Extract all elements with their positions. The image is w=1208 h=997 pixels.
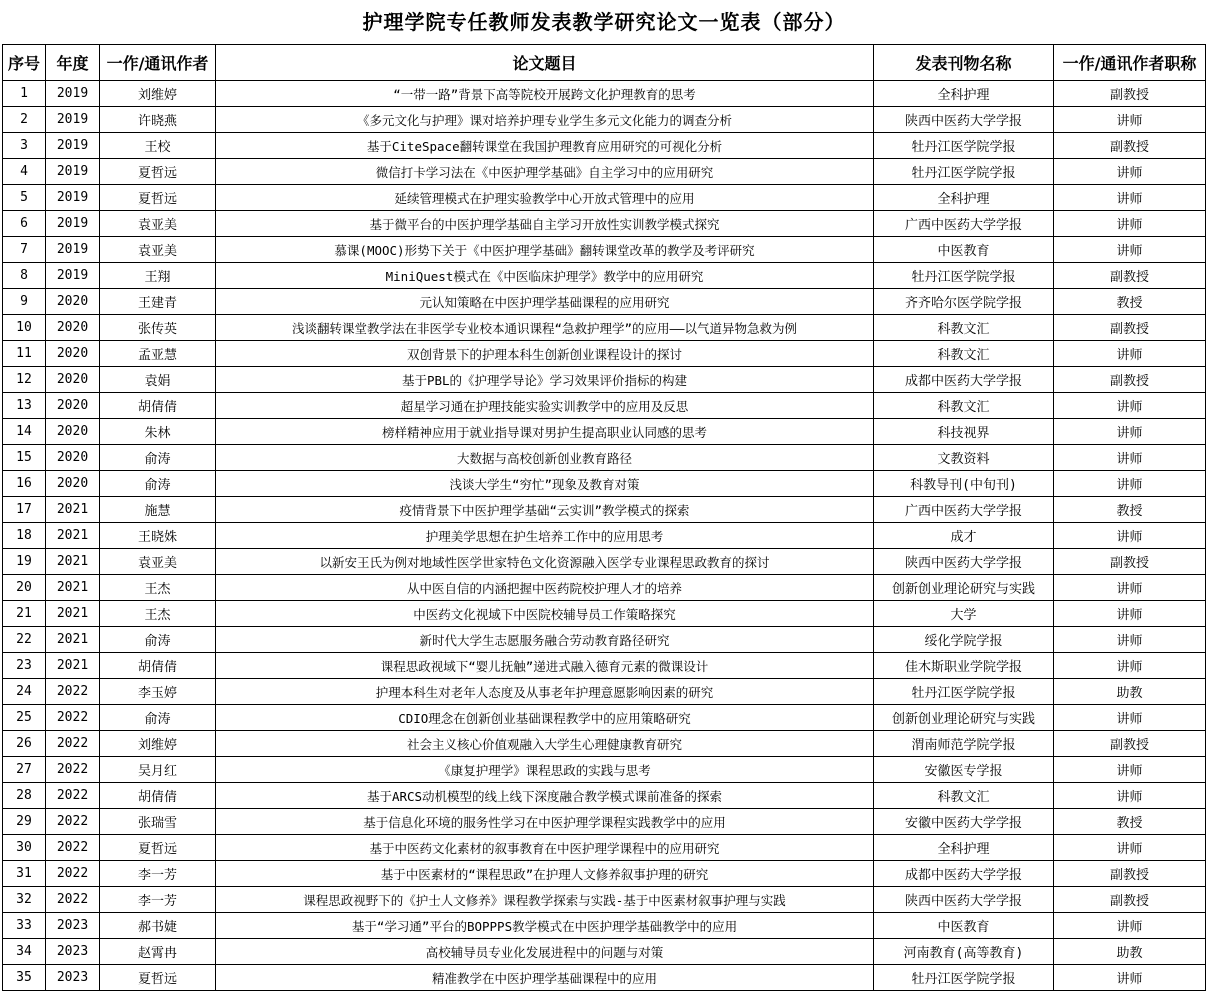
cell-author-rank[interactable]: 讲师: [1054, 523, 1206, 549]
cell-paper-title[interactable]: MiniQuest模式在《中医临床护理学》教学中的应用研究: [216, 263, 874, 289]
cell-author-rank[interactable]: 助教: [1054, 679, 1206, 705]
cell-year[interactable]: 2021: [46, 653, 100, 679]
cell-paper-title[interactable]: 精准教学在中医护理学基础课程中的应用: [216, 965, 874, 991]
cell-year[interactable]: 2022: [46, 809, 100, 835]
cell-index[interactable]: 15: [3, 445, 46, 471]
cell-year[interactable]: 2022: [46, 679, 100, 705]
cell-year[interactable]: 2022: [46, 887, 100, 913]
cell-paper-title[interactable]: 慕课(MOOC)形势下关于《中医护理学基础》翻转课堂改革的教学及考评研究: [216, 237, 874, 263]
table-row: [3, 211, 1206, 237]
cell-index[interactable]: 2: [3, 107, 46, 133]
cell-journal[interactable]: 文教资料: [874, 445, 1054, 471]
cell-year[interactable]: 2022: [46, 835, 100, 861]
cell-paper-title[interactable]: 高校辅导员专业化发展进程中的问题与对策: [216, 939, 874, 965]
cell-author-rank[interactable]: 讲师: [1054, 965, 1206, 991]
cell-author[interactable]: 王校: [100, 133, 216, 159]
cell-paper-title[interactable]: 基于PBL的《护理学导论》学习效果评价指标的构建: [216, 367, 874, 393]
cell-paper-title[interactable]: 以新安王氏为例对地域性医学世家特色文化资源融入医学专业课程思政教育的探讨: [216, 549, 874, 575]
cell-author-rank[interactable]: 讲师: [1054, 237, 1206, 263]
table-row: [3, 939, 1206, 965]
cell-paper-title[interactable]: 基于信息化环境的服务性学习在中医护理学课程实践教学中的应用: [216, 809, 874, 835]
cell-journal[interactable]: 牡丹江医学院学报: [874, 133, 1054, 159]
cell-author-rank[interactable]: 讲师: [1054, 107, 1206, 133]
cell-index[interactable]: 32: [3, 887, 46, 913]
cell-author[interactable]: 王杰: [100, 601, 216, 627]
table-row: [3, 159, 1206, 185]
table-row: [3, 263, 1206, 289]
cell-author[interactable]: 胡倩倩: [100, 783, 216, 809]
cell-year[interactable]: 2020: [46, 315, 100, 341]
cell-paper-title[interactable]: 课程思政视域下“婴儿抚触”递进式融入德育元素的微课设计: [216, 653, 874, 679]
cell-paper-title[interactable]: 大数据与高校创新创业教育路径: [216, 445, 874, 471]
cell-author-rank[interactable]: 教授: [1054, 497, 1206, 523]
table-row: [3, 549, 1206, 575]
cell-index[interactable]: 27: [3, 757, 46, 783]
cell-author[interactable]: 袁娟: [100, 367, 216, 393]
cell-author[interactable]: 刘维婷: [100, 731, 216, 757]
cell-index[interactable]: 30: [3, 835, 46, 861]
cell-paper-title[interactable]: 元认知策略在中医护理学基础课程的应用研究: [216, 289, 874, 315]
cell-year[interactable]: 2021: [46, 575, 100, 601]
cell-author-rank[interactable]: 副教授: [1054, 263, 1206, 289]
cell-index[interactable]: 28: [3, 783, 46, 809]
cell-index[interactable]: 3: [3, 133, 46, 159]
cell-journal[interactable]: 成都中医药大学学报: [874, 367, 1054, 393]
cell-author-rank[interactable]: 讲师: [1054, 705, 1206, 731]
cell-index[interactable]: 23: [3, 653, 46, 679]
cell-index[interactable]: 1: [3, 81, 46, 107]
cell-year[interactable]: 2021: [46, 523, 100, 549]
cell-journal[interactable]: 陕西中医药大学学报: [874, 549, 1054, 575]
table-row: [3, 419, 1206, 445]
cell-author-rank[interactable]: 讲师: [1054, 445, 1206, 471]
cell-journal[interactable]: 中医教育: [874, 237, 1054, 263]
cell-index[interactable]: 34: [3, 939, 46, 965]
cell-paper-title[interactable]: 双创背景下的护理本科生创新创业课程设计的探讨: [216, 341, 874, 367]
cell-paper-title[interactable]: 护理美学思想在护生培养工作中的应用思考: [216, 523, 874, 549]
cell-year[interactable]: 2020: [46, 445, 100, 471]
cell-paper-title[interactable]: 疫情背景下中医护理学基础“云实训”教学模式的探索: [216, 497, 874, 523]
cell-paper-title[interactable]: 基于微平台的中医护理学基础自主学习开放性实训教学模式探究: [216, 211, 874, 237]
cell-index[interactable]: 31: [3, 861, 46, 887]
cell-author[interactable]: 俞涛: [100, 705, 216, 731]
cell-year[interactable]: 2019: [46, 81, 100, 107]
cell-journal[interactable]: 科教文汇: [874, 341, 1054, 367]
cell-author-rank[interactable]: 副教授: [1054, 861, 1206, 887]
cell-paper-title[interactable]: 基于中医药文化素材的叙事教育在中医护理学课程中的应用研究: [216, 835, 874, 861]
cell-journal[interactable]: 中医教育: [874, 913, 1054, 939]
cell-year[interactable]: 2020: [46, 341, 100, 367]
cell-journal[interactable]: 安徽中医药大学学报: [874, 809, 1054, 835]
cell-author[interactable]: 刘维婷: [100, 81, 216, 107]
cell-journal[interactable]: 牡丹江医学院学报: [874, 263, 1054, 289]
cell-index[interactable]: 21: [3, 601, 46, 627]
cell-index[interactable]: 13: [3, 393, 46, 419]
cell-journal[interactable]: 创新创业理论研究与实践: [874, 575, 1054, 601]
table-row: [3, 783, 1206, 809]
cell-paper-title[interactable]: 课程思政视野下的《护士人文修养》课程教学探索与实践-基于中医素材叙事护理与实践: [216, 887, 874, 913]
table-row: [3, 679, 1206, 705]
cell-journal[interactable]: 牡丹江医学院学报: [874, 679, 1054, 705]
header-paper-title[interactable]: 论文题目: [216, 45, 874, 81]
cell-author[interactable]: 俞涛: [100, 445, 216, 471]
cell-index[interactable]: 33: [3, 913, 46, 939]
cell-author[interactable]: 张瑞雪: [100, 809, 216, 835]
cell-paper-title[interactable]: 浅谈翻转课堂教学法在非医学专业校本通识课程“急救护理学”的应用——以气道异物急救为例: [216, 315, 874, 341]
cell-journal[interactable]: 牡丹江医学院学报: [874, 159, 1054, 185]
cell-year[interactable]: 2021: [46, 497, 100, 523]
cell-journal[interactable]: 绥化学院学报: [874, 627, 1054, 653]
cell-author[interactable]: 施慧: [100, 497, 216, 523]
cell-year[interactable]: 2022: [46, 861, 100, 887]
cell-author-rank[interactable]: 讲师: [1054, 653, 1206, 679]
cell-paper-title[interactable]: 延续管理模式在护理实验教学中心开放式管理中的应用: [216, 185, 874, 211]
cell-journal[interactable]: 佳木斯职业学院学报: [874, 653, 1054, 679]
cell-year[interactable]: 2020: [46, 289, 100, 315]
cell-author-rank[interactable]: 讲师: [1054, 575, 1206, 601]
cell-year[interactable]: 2019: [46, 159, 100, 185]
table-row: [3, 887, 1206, 913]
cell-author-rank[interactable]: 教授: [1054, 809, 1206, 835]
cell-journal[interactable]: 成都中医药大学学报: [874, 861, 1054, 887]
cell-author[interactable]: 李一芳: [100, 861, 216, 887]
cell-author-rank[interactable]: 讲师: [1054, 185, 1206, 211]
cell-year[interactable]: 2020: [46, 419, 100, 445]
cell-paper-title[interactable]: 中医药文化视域下中医院校辅导员工作策略探究: [216, 601, 874, 627]
cell-paper-title[interactable]: 基于中医素材的“课程思政”在护理人文修养叙事护理的研究: [216, 861, 874, 887]
cell-author[interactable]: 李玉婷: [100, 679, 216, 705]
cell-author[interactable]: 袁亚美: [100, 237, 216, 263]
cell-index[interactable]: 14: [3, 419, 46, 445]
cell-paper-title[interactable]: 超星学习通在护理技能实验实训教学中的应用及反思: [216, 393, 874, 419]
cell-paper-title[interactable]: 基于CiteSpace翻转课堂在我国护理教育应用研究的可视化分析: [216, 133, 874, 159]
cell-year[interactable]: 2021: [46, 549, 100, 575]
cell-year[interactable]: 2022: [46, 705, 100, 731]
table-row: [3, 523, 1206, 549]
cell-index[interactable]: 10: [3, 315, 46, 341]
cell-journal[interactable]: 科教文汇: [874, 783, 1054, 809]
cell-journal[interactable]: 科技视界: [874, 419, 1054, 445]
table-row: [3, 653, 1206, 679]
cell-author-rank[interactable]: 副教授: [1054, 133, 1206, 159]
cell-year[interactable]: 2020: [46, 393, 100, 419]
cell-journal[interactable]: 安徽医专学报: [874, 757, 1054, 783]
cell-year[interactable]: 2023: [46, 939, 100, 965]
cell-author-rank[interactable]: 讲师: [1054, 211, 1206, 237]
cell-paper-title[interactable]: 基于“学习通”平台的BOPPPS教学模式在中医护理学基础教学中的应用: [216, 913, 874, 939]
cell-journal[interactable]: 科教导刊(中旬刊): [874, 471, 1054, 497]
cell-author[interactable]: 许晓燕: [100, 107, 216, 133]
cell-journal[interactable]: 全科护理: [874, 185, 1054, 211]
cell-paper-title[interactable]: 从中医自信的内涵把握中医药院校护理人才的培养: [216, 575, 874, 601]
cell-author-rank[interactable]: 副教授: [1054, 731, 1206, 757]
cell-author-rank[interactable]: 副教授: [1054, 887, 1206, 913]
cell-author-rank[interactable]: 副教授: [1054, 549, 1206, 575]
cell-journal[interactable]: 科教文汇: [874, 315, 1054, 341]
table-row: [3, 757, 1206, 783]
header-journal[interactable]: 发表刊物名称: [874, 45, 1054, 81]
cell-year[interactable]: 2021: [46, 627, 100, 653]
cell-year[interactable]: 2023: [46, 965, 100, 991]
header-row: [3, 45, 1206, 81]
table-row: [3, 575, 1206, 601]
cell-author[interactable]: 吴月红: [100, 757, 216, 783]
cell-year[interactable]: 2019: [46, 185, 100, 211]
table-row: [3, 341, 1206, 367]
cell-paper-title[interactable]: 榜样精神应用于就业指导课对男护生提高职业认同感的思考: [216, 419, 874, 445]
cell-year[interactable]: 2020: [46, 471, 100, 497]
cell-author-rank[interactable]: 副教授: [1054, 367, 1206, 393]
cell-year[interactable]: 2019: [46, 237, 100, 263]
cell-author[interactable]: 张传英: [100, 315, 216, 341]
cell-index[interactable]: 11: [3, 341, 46, 367]
cell-paper-title[interactable]: 社会主义核心价值观融入大学生心理健康教育研究: [216, 731, 874, 757]
table-row: [3, 601, 1206, 627]
table-row: [3, 731, 1206, 757]
cell-index[interactable]: 12: [3, 367, 46, 393]
cell-journal[interactable]: 陕西中医药大学学报: [874, 107, 1054, 133]
cell-author[interactable]: 王翔: [100, 263, 216, 289]
table-row: [3, 861, 1206, 887]
cell-index[interactable]: 6: [3, 211, 46, 237]
cell-author[interactable]: 夏哲远: [100, 965, 216, 991]
cell-author[interactable]: 袁亚美: [100, 549, 216, 575]
table-row: [3, 497, 1206, 523]
table-row: [3, 809, 1206, 835]
cell-author[interactable]: 胡倩倩: [100, 393, 216, 419]
cell-author-rank[interactable]: 讲师: [1054, 341, 1206, 367]
cell-index[interactable]: 16: [3, 471, 46, 497]
cell-author[interactable]: 郝书婕: [100, 913, 216, 939]
cell-author-rank[interactable]: 讲师: [1054, 757, 1206, 783]
cell-index[interactable]: 4: [3, 159, 46, 185]
cell-paper-title[interactable]: 《康复护理学》课程思政的实践与思考: [216, 757, 874, 783]
cell-author-rank[interactable]: 讲师: [1054, 471, 1206, 497]
cell-author[interactable]: 夏哲远: [100, 835, 216, 861]
cell-journal[interactable]: 全科护理: [874, 81, 1054, 107]
header-author[interactable]: 一作/通讯作者: [100, 45, 216, 81]
papers-table: [2, 44, 1206, 991]
header-year[interactable]: 年度: [46, 45, 100, 81]
cell-paper-title[interactable]: 微信打卡学习法在《中医护理学基础》自主学习中的应用研究: [216, 159, 874, 185]
table-row: [3, 705, 1206, 731]
header-author-rank[interactable]: 一作/通讯作者职称: [1054, 45, 1206, 81]
cell-author-rank[interactable]: 讲师: [1054, 913, 1206, 939]
cell-journal[interactable]: 成才: [874, 523, 1054, 549]
cell-journal[interactable]: 渭南师范学院学报: [874, 731, 1054, 757]
cell-index[interactable]: 9: [3, 289, 46, 315]
cell-index[interactable]: 24: [3, 679, 46, 705]
cell-author-rank[interactable]: 副教授: [1054, 315, 1206, 341]
cell-journal[interactable]: 广西中医药大学学报: [874, 211, 1054, 237]
table-row: [3, 913, 1206, 939]
cell-author[interactable]: 俞涛: [100, 471, 216, 497]
cell-author[interactable]: 夏哲远: [100, 185, 216, 211]
cell-author-rank[interactable]: 讲师: [1054, 627, 1206, 653]
cell-year[interactable]: 2023: [46, 913, 100, 939]
cell-journal[interactable]: 广西中医药大学学报: [874, 497, 1054, 523]
cell-author[interactable]: 夏哲远: [100, 159, 216, 185]
cell-paper-title[interactable]: 浅谈大学生“穷忙”现象及教育对策: [216, 471, 874, 497]
cell-author-rank[interactable]: 教授: [1054, 289, 1206, 315]
cell-author[interactable]: 赵霄冉: [100, 939, 216, 965]
cell-journal[interactable]: 齐齐哈尔医学院学报: [874, 289, 1054, 315]
table-row: [3, 393, 1206, 419]
table-row: [3, 965, 1206, 991]
cell-paper-title[interactable]: 护理本科生对老年人态度及从事老年护理意愿影响因素的研究: [216, 679, 874, 705]
cell-author[interactable]: 孟亚慧: [100, 341, 216, 367]
table-body: [3, 81, 1206, 991]
cell-year[interactable]: 2022: [46, 783, 100, 809]
cell-index[interactable]: 29: [3, 809, 46, 835]
cell-year[interactable]: 2022: [46, 757, 100, 783]
cell-author[interactable]: 朱林: [100, 419, 216, 445]
cell-index[interactable]: 5: [3, 185, 46, 211]
cell-index[interactable]: 26: [3, 731, 46, 757]
table-row: [3, 835, 1206, 861]
cell-journal[interactable]: 创新创业理论研究与实践: [874, 705, 1054, 731]
cell-author-rank[interactable]: 讲师: [1054, 159, 1206, 185]
cell-author-rank[interactable]: 讲师: [1054, 835, 1206, 861]
cell-journal[interactable]: 牡丹江医学院学报: [874, 965, 1054, 991]
cell-author-rank[interactable]: 讲师: [1054, 419, 1206, 445]
cell-author[interactable]: 袁亚美: [100, 211, 216, 237]
table-row: [3, 107, 1206, 133]
cell-paper-title[interactable]: CDIO理念在创新创业基础课程教学中的应用策略研究: [216, 705, 874, 731]
cell-index[interactable]: 25: [3, 705, 46, 731]
table-row: [3, 367, 1206, 393]
cell-paper-title[interactable]: “一带一路”背景下高等院校开展跨文化护理教育的思考: [216, 81, 874, 107]
cell-author[interactable]: 王晓姝: [100, 523, 216, 549]
cell-journal[interactable]: 全科护理: [874, 835, 1054, 861]
cell-index[interactable]: 7: [3, 237, 46, 263]
cell-year[interactable]: 2019: [46, 107, 100, 133]
table-row: [3, 289, 1206, 315]
header-index[interactable]: 序号: [3, 45, 46, 81]
cell-index[interactable]: 19: [3, 549, 46, 575]
cell-paper-title[interactable]: 基于ARCS动机模型的线上线下深度融合教学模式课前准备的探索: [216, 783, 874, 809]
cell-index[interactable]: 17: [3, 497, 46, 523]
cell-year[interactable]: 2019: [46, 211, 100, 237]
cell-index[interactable]: 18: [3, 523, 46, 549]
cell-journal[interactable]: 大学: [874, 601, 1054, 627]
table-row: [3, 471, 1206, 497]
table-title: 护理学院专任教师发表教学研究论文一览表（部分）: [362, 10, 846, 34]
cell-author-rank[interactable]: 副教授: [1054, 81, 1206, 107]
cell-index[interactable]: 20: [3, 575, 46, 601]
cell-index[interactable]: 22: [3, 627, 46, 653]
cell-author-rank[interactable]: 讲师: [1054, 601, 1206, 627]
cell-author[interactable]: 王杰: [100, 575, 216, 601]
cell-author[interactable]: 胡倩倩: [100, 653, 216, 679]
cell-journal[interactable]: 河南教育(高等教育): [874, 939, 1054, 965]
cell-year[interactable]: 2019: [46, 133, 100, 159]
table-row: [3, 81, 1206, 107]
cell-author-rank[interactable]: 讲师: [1054, 783, 1206, 809]
table-row: [3, 315, 1206, 341]
table-row: [3, 627, 1206, 653]
cell-index[interactable]: 35: [3, 965, 46, 991]
cell-author-rank[interactable]: 讲师: [1054, 393, 1206, 419]
table-row: [3, 185, 1206, 211]
cell-author[interactable]: 俞涛: [100, 627, 216, 653]
cell-journal[interactable]: 陕西中医药大学学报: [874, 887, 1054, 913]
cell-year[interactable]: 2020: [46, 367, 100, 393]
cell-author[interactable]: 王建青: [100, 289, 216, 315]
cell-author-rank[interactable]: 助教: [1054, 939, 1206, 965]
cell-journal[interactable]: 科教文汇: [874, 393, 1054, 419]
cell-year[interactable]: 2021: [46, 601, 100, 627]
cell-year[interactable]: 2019: [46, 263, 100, 289]
table-row: [3, 237, 1206, 263]
table-row: [3, 445, 1206, 471]
cell-author[interactable]: 李一芳: [100, 887, 216, 913]
cell-year[interactable]: 2022: [46, 731, 100, 757]
cell-index[interactable]: 8: [3, 263, 46, 289]
cell-paper-title[interactable]: 新时代大学生志愿服务融合劳动教育路径研究: [216, 627, 874, 653]
table-row: [3, 133, 1206, 159]
cell-paper-title[interactable]: 《多元文化与护理》课对培养护理专业学生多元文化能力的调查分析: [216, 107, 874, 133]
